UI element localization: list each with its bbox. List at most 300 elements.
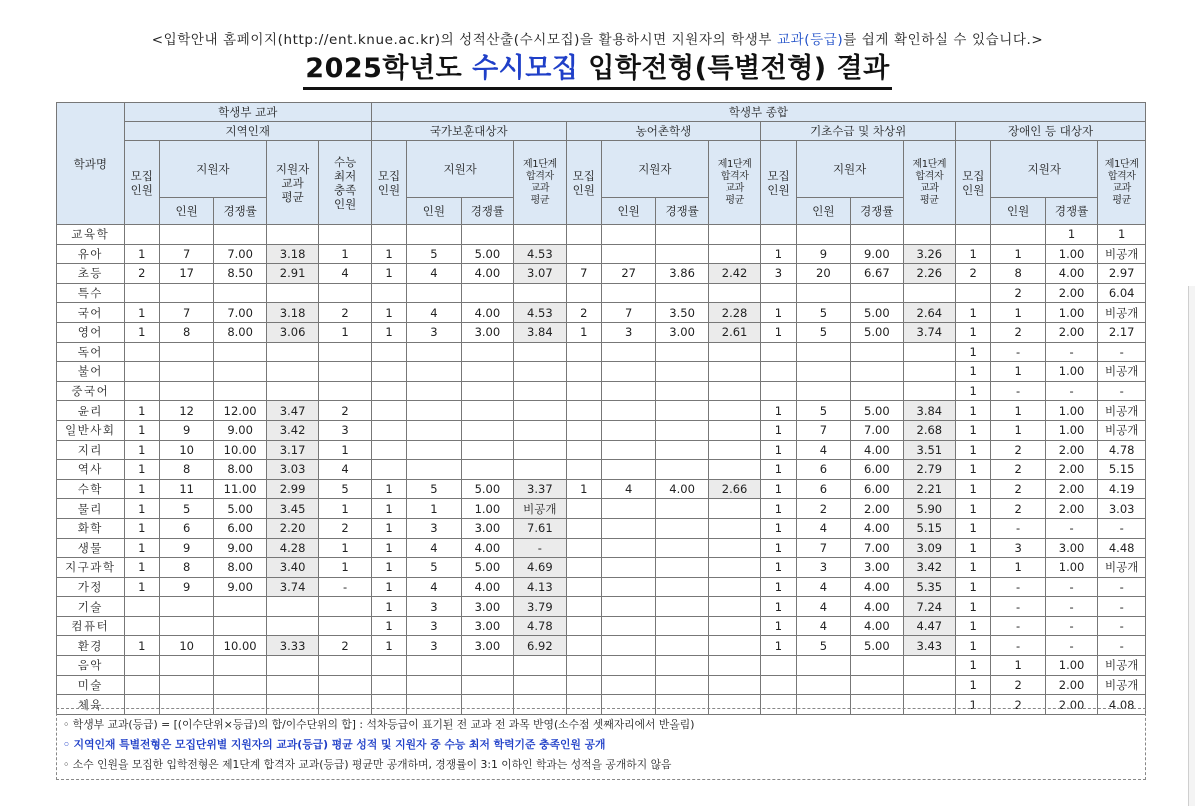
table-cell: 6 [796, 460, 850, 480]
table-cell: 1 [407, 499, 461, 519]
table-cell: 4.53 [514, 303, 566, 323]
table-cell [708, 577, 760, 597]
table-cell [407, 225, 461, 245]
table-cell: 2 [956, 264, 991, 284]
note-line: ◦ 소수 인원을 모집한 입학전형은 제1단계 합격자 교과(등급) 평균만 공개하며, 경쟁률이 3:1 이하인 학과는 성적을 공개하지 않음 [63, 758, 672, 771]
table-cell: 2.00 [1045, 440, 1097, 460]
dept-name: 영어 [57, 322, 125, 342]
table-cell [566, 460, 601, 480]
table-cell: 10.00 [214, 636, 266, 656]
dept-name: 지리 [57, 440, 125, 460]
table-cell: 4.00 [851, 440, 903, 460]
table-cell [656, 499, 708, 519]
table-cell: 4.48 [1098, 538, 1146, 558]
table-cell [371, 440, 406, 460]
table-cell: 4 [407, 264, 461, 284]
table-cell [656, 636, 708, 656]
table-cell [761, 381, 796, 401]
table-cell [601, 440, 655, 460]
table-cell [266, 342, 318, 362]
table-cell [266, 656, 318, 676]
table-cell: 2.42 [708, 264, 760, 284]
table-cell: 2 [319, 303, 372, 323]
table-cell: 3.40 [266, 558, 318, 578]
table-cell: 1 [371, 499, 406, 519]
table-cell: 12 [159, 401, 213, 421]
header-applicants: 지원자 [991, 141, 1098, 198]
table-cell: 2 [796, 499, 850, 519]
table-cell: 2.26 [903, 264, 955, 284]
table-cell: 1 [956, 656, 991, 676]
table-cell: 1.00 [1045, 401, 1097, 421]
table-cell [566, 597, 601, 617]
table-cell [124, 616, 159, 636]
table-cell [124, 656, 159, 676]
table-cell [656, 518, 708, 538]
table-cell: 1 [956, 303, 991, 323]
table-cell [601, 675, 655, 695]
table-cell: 5.00 [851, 636, 903, 656]
table-cell: 1 [124, 518, 159, 538]
table-cell [656, 440, 708, 460]
table-cell [796, 342, 850, 362]
title-year: 2025학년도 [305, 53, 473, 84]
table-cell: - [1045, 577, 1097, 597]
table-cell: 2.00 [1045, 695, 1097, 715]
table-cell [514, 283, 566, 303]
table-cell [514, 420, 566, 440]
table-cell: - [1098, 518, 1146, 538]
dept-name: 수학 [57, 479, 125, 499]
table-cell [601, 616, 655, 636]
table-cell: 3.51 [903, 440, 955, 460]
table-cell: 4.00 [656, 479, 708, 499]
table-cell [319, 362, 372, 382]
table-cell: 4.19 [1098, 479, 1146, 499]
table-cell [601, 656, 655, 676]
table-cell: 1 [124, 558, 159, 578]
table-cell: 12.00 [214, 401, 266, 421]
table-cell: 9 [159, 420, 213, 440]
table-cell: 8 [991, 264, 1045, 284]
table-cell: 9 [796, 244, 850, 264]
table-cell: 1 [371, 479, 406, 499]
table-cell [903, 381, 955, 401]
table-row [57, 656, 1146, 676]
table-cell: 3.47 [266, 401, 318, 421]
note-line-highlight: ◦ 지역인재 특별전형은 모집단위별 지원자의 교과(등급) 평균 성적 및 지원자 중 수능 최저 학력기준 충족인원 공개 [63, 738, 606, 751]
table-cell: 1 [956, 597, 991, 617]
table-cell: 3 [407, 518, 461, 538]
table-cell: 5 [407, 244, 461, 264]
table-row [57, 420, 1146, 440]
table-cell [566, 381, 601, 401]
table-cell [159, 362, 213, 382]
table-cell [124, 597, 159, 617]
table-cell: 1 [956, 342, 991, 362]
table-cell [708, 636, 760, 656]
header-track-basic: 기초수급 및 차상위 [761, 122, 956, 141]
table-cell: 1 [761, 558, 796, 578]
table-cell: 3 [319, 420, 372, 440]
table-cell [407, 362, 461, 382]
table-cell: 5 [159, 499, 213, 519]
table-cell [601, 362, 655, 382]
table-cell [371, 656, 406, 676]
table-cell [903, 283, 955, 303]
dept-name: 컴퓨터 [57, 616, 125, 636]
table-cell [761, 283, 796, 303]
table-cell [214, 597, 266, 617]
table-cell: 3.18 [266, 244, 318, 264]
table-cell [656, 558, 708, 578]
table-cell [796, 362, 850, 382]
table-cell: 4.78 [514, 616, 566, 636]
table-cell [708, 225, 760, 245]
table-cell: 2 [991, 283, 1045, 303]
table-cell: 7.61 [514, 518, 566, 538]
table-cell: - [1098, 342, 1146, 362]
table-cell [601, 225, 655, 245]
table-cell [371, 342, 406, 362]
table-cell: 1 [371, 244, 406, 264]
table-cell: 2.21 [903, 479, 955, 499]
table-cell: 5.00 [851, 322, 903, 342]
table-cell: 1 [124, 538, 159, 558]
table-cell: 1 [956, 695, 991, 715]
table-cell: 6.00 [851, 479, 903, 499]
table-cell: 4 [319, 460, 372, 480]
table-cell [761, 342, 796, 362]
table-cell [124, 342, 159, 362]
table-cell [708, 244, 760, 264]
table-cell [903, 656, 955, 676]
table-cell: 1 [956, 616, 991, 636]
table-cell [371, 675, 406, 695]
table-cell [851, 656, 903, 676]
table-cell: - [991, 518, 1045, 538]
header-recruit: 모집 인원 [761, 141, 796, 225]
table-cell: 7.24 [903, 597, 955, 617]
table-cell: 3.84 [514, 322, 566, 342]
table-cell: 2 [319, 401, 372, 421]
table-cell [371, 420, 406, 440]
table-cell [761, 656, 796, 676]
table-cell: 7 [159, 244, 213, 264]
header-csat: 수능 최저 충족 인원 [319, 141, 372, 225]
table-cell [566, 675, 601, 695]
table-cell: 3.17 [266, 440, 318, 460]
table-cell: - [1045, 597, 1097, 617]
table-row [57, 538, 1146, 558]
table-cell: 4 [796, 518, 850, 538]
table-cell: 1 [319, 440, 372, 460]
table-cell [407, 440, 461, 460]
table-cell: 7 [601, 303, 655, 323]
table-cell: 4.00 [851, 597, 903, 617]
table-cell: 1 [991, 303, 1045, 323]
table-cell [514, 440, 566, 460]
table-cell: 1 [319, 558, 372, 578]
table-cell: 3.26 [903, 244, 955, 264]
dept-name: 생물 [57, 538, 125, 558]
table-cell [514, 381, 566, 401]
table-cell: 2.68 [903, 420, 955, 440]
table-cell: 5 [796, 322, 850, 342]
table-row [57, 283, 1146, 303]
table-row [57, 577, 1146, 597]
table-cell: 1 [124, 460, 159, 480]
title-highlight: 수시모집 [472, 53, 579, 84]
table-cell: 4.47 [903, 616, 955, 636]
table-cell [656, 401, 708, 421]
table-cell [461, 420, 513, 440]
table-cell: 1 [956, 322, 991, 342]
table-cell: 1 [319, 499, 372, 519]
table-cell: 9.00 [214, 577, 266, 597]
table-cell: 2.20 [266, 518, 318, 538]
table-row [57, 636, 1146, 656]
table-cell [708, 420, 760, 440]
table-cell [708, 558, 760, 578]
table-cell: - [1098, 577, 1146, 597]
header-group-gyogwa: 학생부 교과 [124, 103, 371, 122]
table-row [57, 244, 1146, 264]
table-cell [319, 597, 372, 617]
table-cell [566, 656, 601, 676]
table-cell: 4 [796, 597, 850, 617]
table-cell [656, 342, 708, 362]
table-cell: 1 [761, 303, 796, 323]
table-cell: 2.00 [1045, 460, 1097, 480]
table-cell: 5 [407, 558, 461, 578]
table-cell: 1 [956, 558, 991, 578]
table-cell: 11.00 [214, 479, 266, 499]
table-cell: 1 [991, 244, 1045, 264]
table-cell [903, 675, 955, 695]
table-cell: 1 [956, 518, 991, 538]
table-cell [514, 342, 566, 362]
table-cell: 1 [761, 460, 796, 480]
table-cell: 3.18 [266, 303, 318, 323]
table-cell: 1 [956, 479, 991, 499]
table-cell: 1 [319, 322, 372, 342]
table-cell [796, 381, 850, 401]
header-track-local: 지역인재 [124, 122, 371, 141]
table-cell: 3.42 [266, 420, 318, 440]
table-cell [656, 656, 708, 676]
dept-name: 일반사회 [57, 420, 125, 440]
header-count: 인원 [796, 198, 850, 225]
table-cell: 1 [956, 636, 991, 656]
table-cell: 비공개 [1098, 420, 1146, 440]
table-cell [601, 597, 655, 617]
table-cell [851, 225, 903, 245]
table-cell: 1 [371, 636, 406, 656]
table-row [57, 342, 1146, 362]
table-cell: 3 [796, 558, 850, 578]
table-cell: 2.00 [1045, 283, 1097, 303]
table-row [57, 616, 1146, 636]
notice-text [0, 28, 1195, 48]
table-cell [514, 225, 566, 245]
table-cell [407, 342, 461, 362]
table-cell: 8 [159, 558, 213, 578]
header-recruit: 모집 인원 [566, 141, 601, 225]
table-cell: 2 [319, 636, 372, 656]
table-cell: 8 [159, 322, 213, 342]
table-cell: 3.45 [266, 499, 318, 519]
header-stage1-avg: 제1단계 합격자 교과 평균 [708, 141, 760, 225]
table-cell: - [991, 636, 1045, 656]
table-cell: 3.03 [1098, 499, 1146, 519]
table-cell: 3.42 [903, 558, 955, 578]
table-cell: 1.00 [1045, 303, 1097, 323]
table-cell: 4.53 [514, 244, 566, 264]
table-cell [601, 244, 655, 264]
table-cell: 6.67 [851, 264, 903, 284]
table-cell: 1 [956, 499, 991, 519]
table-cell: 1 [956, 538, 991, 558]
table-cell [566, 401, 601, 421]
dept-name: 중국어 [57, 381, 125, 401]
header-stage1-avg: 제1단계 합격자 교과 평균 [514, 141, 566, 225]
table-cell [124, 675, 159, 695]
table-cell: 7 [796, 538, 850, 558]
table-cell [461, 656, 513, 676]
table-cell: 9 [159, 577, 213, 597]
header-stage1-avg: 제1단계 합격자 교과 평균 [903, 141, 955, 225]
table-cell [461, 283, 513, 303]
table-cell [514, 675, 566, 695]
table-cell [708, 401, 760, 421]
table-cell: 1 [761, 616, 796, 636]
table-row [57, 558, 1146, 578]
table-cell [708, 675, 760, 695]
table-cell [956, 225, 991, 245]
header-count: 인원 [601, 198, 655, 225]
table-row [57, 675, 1146, 695]
table-cell: 7.00 [851, 538, 903, 558]
header-ratio: 경쟁률 [1045, 198, 1097, 225]
table-cell: 2 [991, 675, 1045, 695]
table-cell [851, 342, 903, 362]
table-cell: 1 [371, 322, 406, 342]
table-cell [319, 616, 372, 636]
table-cell: 3 [601, 322, 655, 342]
table-cell: 1 [761, 538, 796, 558]
dept-name: 체육 [57, 695, 125, 715]
notice-highlight: 교과(등급) [776, 32, 844, 48]
table-cell: 3.50 [656, 303, 708, 323]
table-cell [601, 538, 655, 558]
table-cell [656, 420, 708, 440]
table-row [57, 479, 1146, 499]
table-cell: 2.99 [266, 479, 318, 499]
table-cell [124, 283, 159, 303]
table-cell: 비공개 [1098, 656, 1146, 676]
table-cell [214, 381, 266, 401]
table-cell: 5.90 [903, 499, 955, 519]
table-cell [656, 675, 708, 695]
table-cell [566, 244, 601, 264]
table-cell: 1 [761, 440, 796, 460]
table-cell [371, 460, 406, 480]
table-cell [656, 577, 708, 597]
table-cell: 2 [991, 695, 1045, 715]
dept-name: 윤리 [57, 401, 125, 421]
table-cell: 5.00 [461, 479, 513, 499]
table-cell: 1 [124, 420, 159, 440]
table-cell [124, 362, 159, 382]
table-cell: 1 [761, 401, 796, 421]
table-cell [796, 283, 850, 303]
table-cell [656, 283, 708, 303]
dept-name: 화학 [57, 518, 125, 538]
dept-name: 초등 [57, 264, 125, 284]
table-cell: 1 [761, 636, 796, 656]
table-cell [159, 616, 213, 636]
table-cell [566, 616, 601, 636]
table-row [57, 322, 1146, 342]
table-row [57, 401, 1146, 421]
table-cell: 5 [407, 479, 461, 499]
table-cell [319, 656, 372, 676]
table-cell: 4.00 [461, 538, 513, 558]
table-cell: 5 [796, 303, 850, 323]
table-cell: 비공개 [1098, 675, 1146, 695]
table-cell: 2.28 [708, 303, 760, 323]
table-cell: 10.00 [214, 440, 266, 460]
table-cell [708, 538, 760, 558]
table-cell: 3.07 [514, 264, 566, 284]
table-cell [124, 225, 159, 245]
table-cell: 비공개 [1098, 303, 1146, 323]
table-cell: 비공개 [1098, 362, 1146, 382]
table-cell: 4 [407, 303, 461, 323]
table-cell: 4 [796, 440, 850, 460]
table-cell: 1 [761, 499, 796, 519]
header-track-disabled: 장애인 등 대상자 [956, 122, 1146, 141]
table-cell: 1 [566, 322, 601, 342]
table-cell: 2.17 [1098, 322, 1146, 342]
table-cell [566, 499, 601, 519]
table-cell: 4 [407, 577, 461, 597]
table-cell: 3.03 [266, 460, 318, 480]
table-cell: 1 [124, 244, 159, 264]
header-applicants: 지원자 [796, 141, 903, 198]
table-cell: 20 [796, 264, 850, 284]
table-cell: 4.13 [514, 577, 566, 597]
table-cell [214, 283, 266, 303]
table-cell [566, 518, 601, 538]
table-cell [991, 225, 1045, 245]
table-cell: 6 [159, 518, 213, 538]
table-row [57, 362, 1146, 382]
table-cell: 1 [991, 558, 1045, 578]
table-cell: 1 [124, 440, 159, 460]
table-cell [903, 342, 955, 362]
table-cell: 3 [407, 636, 461, 656]
table-cell [656, 538, 708, 558]
table-cell [159, 342, 213, 362]
table-row [57, 225, 1146, 245]
table-cell: 1 [124, 303, 159, 323]
table-cell: 1 [319, 244, 372, 264]
table-cell: 1.00 [1045, 362, 1097, 382]
table-cell: 2 [991, 440, 1045, 460]
table-cell: 2.64 [903, 303, 955, 323]
